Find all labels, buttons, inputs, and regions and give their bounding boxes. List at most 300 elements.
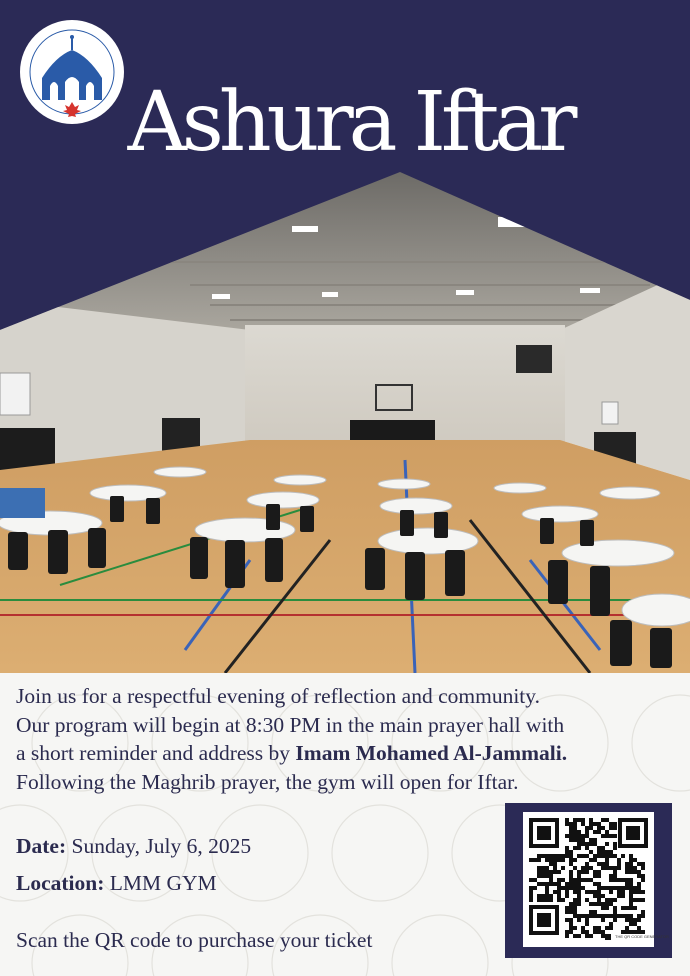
qr-module: [597, 830, 601, 834]
qr-module: [585, 918, 589, 922]
qr-code[interactable]: [523, 812, 669, 947]
qr-module: [625, 882, 629, 886]
qr-module: [585, 870, 589, 874]
qr-module: [597, 894, 601, 898]
qr-module: [585, 934, 589, 938]
qr-module: [585, 890, 589, 894]
qr-module: [637, 886, 641, 890]
qr-module: [537, 882, 541, 886]
qr-module: [589, 850, 593, 854]
qr-module: [613, 918, 617, 922]
qr-module: [605, 858, 609, 862]
qr-module: [597, 926, 601, 930]
qr-module: [601, 834, 605, 838]
qr-module: [529, 894, 533, 898]
qr-module: [585, 930, 589, 934]
qr-module: [589, 890, 593, 894]
scan-instruction: Scan the QR code to purchase your ticket: [16, 928, 373, 952]
qr-module: [617, 858, 621, 862]
qr-module: [597, 826, 601, 830]
qr-module: [593, 838, 597, 842]
qr-module: [589, 842, 593, 846]
qr-module: [589, 866, 593, 870]
qr-module: [561, 866, 565, 870]
qr-module: [589, 818, 593, 822]
qr-module: [557, 890, 561, 894]
qr-module: [573, 834, 577, 838]
qr-module: [609, 834, 613, 838]
event-location: [16, 871, 217, 896]
qr-module: [637, 862, 641, 866]
qr-module: [605, 818, 609, 822]
qr-module: [573, 886, 577, 890]
qr-module: [633, 870, 637, 874]
qr-module: [625, 870, 629, 874]
qr-module: [601, 930, 605, 934]
qr-module: [577, 846, 581, 850]
qr-module: [593, 822, 597, 826]
qr-module: [529, 886, 533, 890]
qr-module: [621, 886, 625, 890]
qr-module: [565, 934, 569, 938]
qr-module: [585, 866, 589, 870]
qr-module: [601, 906, 605, 910]
qr-module: [633, 866, 637, 870]
qr-module: [573, 882, 577, 886]
qr-module: [557, 886, 561, 890]
qr-module: [565, 894, 569, 898]
qr-module: [633, 858, 637, 862]
qr-module: [585, 826, 589, 830]
qr-module: [565, 882, 569, 886]
qr-module: [545, 898, 549, 902]
qr-module: [617, 862, 621, 866]
qr-module: [601, 818, 605, 822]
description-line-1: Join us for a respectful evening of reflection and community.: [16, 684, 540, 708]
qr-module: [609, 886, 613, 890]
qr-module: [629, 902, 633, 906]
qr-module: [529, 878, 533, 882]
qr-module: [557, 858, 561, 862]
qr-module: [633, 898, 637, 902]
qr-module: [613, 914, 617, 918]
qr-module: [549, 874, 553, 878]
qr-module: [529, 890, 533, 894]
qr-module: [593, 902, 597, 906]
qr-module: [573, 822, 577, 826]
qr-module: [573, 890, 577, 894]
qr-module: [581, 878, 585, 882]
qr-module: [585, 846, 589, 850]
qr-module: [617, 878, 621, 882]
qr-module: [621, 854, 625, 858]
qr-module: [589, 838, 593, 842]
qr-code-graphic: [523, 812, 669, 947]
qr-module: [629, 922, 633, 926]
qr-module: [557, 878, 561, 882]
qr-module: [549, 898, 553, 902]
qr-module: [573, 926, 577, 930]
qr-module: [597, 850, 601, 854]
description-line-3-text: a short reminder and address by: [16, 741, 296, 765]
qr-module: [537, 874, 541, 878]
qr-module: [573, 906, 577, 910]
qr-module: [577, 934, 581, 938]
qr-module: [581, 914, 585, 918]
qr-module: [629, 862, 633, 866]
qr-module: [629, 886, 633, 890]
qr-module: [593, 858, 597, 862]
qr-module: [597, 890, 601, 894]
qr-module: [565, 822, 569, 826]
qr-module: [569, 834, 573, 838]
qr-module: [569, 910, 573, 914]
qr-module: [625, 926, 629, 930]
qr-module: [605, 854, 609, 858]
qr-module: [637, 890, 641, 894]
qr-module: [641, 878, 645, 882]
qr-module: [629, 882, 633, 886]
qr-module: [629, 858, 633, 862]
qr-module: [601, 826, 605, 830]
qr-module: [593, 854, 597, 858]
qr-module: [553, 858, 557, 862]
qr-module: [581, 822, 585, 826]
qr-module: [577, 854, 581, 858]
qr-module: [553, 890, 557, 894]
qr-module: [557, 898, 561, 902]
qr-module: [569, 906, 573, 910]
qr-module: [629, 878, 633, 882]
qr-module: [617, 866, 621, 870]
qr-module: [585, 922, 589, 926]
qr-module: [589, 902, 593, 906]
date-value: Sunday, July 6, 2025: [71, 834, 252, 858]
qr-module: [557, 882, 561, 886]
qr-module: [637, 914, 641, 918]
qr-module: [581, 930, 585, 934]
qr-module: [613, 866, 617, 870]
location-value: LMM GYM: [109, 871, 217, 895]
qr-module: [537, 894, 541, 898]
qr-module: [641, 914, 645, 918]
qr-module: [597, 862, 601, 866]
qr-module: [597, 846, 601, 850]
qr-module: [589, 822, 593, 826]
qr-module: [637, 874, 641, 878]
qr-module: [569, 878, 573, 882]
qr-module: [573, 846, 577, 850]
qr-module: [533, 878, 537, 882]
qr-module: [641, 910, 645, 914]
qr-module: [549, 854, 553, 858]
qr-module: [549, 858, 553, 862]
qr-module: [541, 866, 545, 870]
qr-module: [561, 858, 565, 862]
qr-module: [609, 898, 613, 902]
qr-module: [569, 930, 573, 934]
qr-module: [565, 890, 569, 894]
qr-module: [545, 894, 549, 898]
qr-module: [641, 862, 645, 866]
qr-module: [565, 854, 569, 858]
qr-module: [537, 854, 541, 858]
qr-module: [565, 910, 569, 914]
qr-module: [617, 914, 621, 918]
qr-module: [609, 822, 613, 826]
qr-module: [569, 838, 573, 842]
qr-module: [589, 858, 593, 862]
qr-module: [625, 906, 629, 910]
qr-module: [577, 890, 581, 894]
qr-module: [641, 874, 645, 878]
qr-module: [569, 858, 573, 862]
qr-module: [593, 874, 597, 878]
qr-module: [605, 886, 609, 890]
qr-module: [569, 826, 573, 830]
qr-module: [597, 902, 601, 906]
qr-module: [629, 906, 633, 910]
qr-module: [637, 882, 641, 886]
qr-module: [557, 870, 561, 874]
qr-module: [545, 854, 549, 858]
qr-module: [589, 878, 593, 882]
qr-module: [541, 898, 545, 902]
qr-module: [625, 914, 629, 918]
qr-module: [577, 830, 581, 834]
qr-module: [577, 834, 581, 838]
qr-module: [569, 918, 573, 922]
qr-module: [629, 898, 633, 902]
qr-module: [629, 894, 633, 898]
qr-module: [529, 898, 533, 902]
qr-module: [581, 886, 585, 890]
qr-module: [589, 934, 593, 938]
qr-module: [621, 894, 625, 898]
qr-module: [637, 898, 641, 902]
qr-module: [605, 842, 609, 846]
qr-module: [585, 914, 589, 918]
description-line-3: [16, 739, 686, 768]
qr-module: [569, 822, 573, 826]
qr-module: [545, 866, 549, 870]
speaker-name: Imam Mohamed Al-Jammali.: [295, 741, 568, 765]
qr-module: [565, 906, 569, 910]
qr-module: [601, 854, 605, 858]
qr-module: [585, 842, 589, 846]
qr-module: [605, 830, 609, 834]
qr-module: [609, 854, 613, 858]
qr-module: [593, 842, 597, 846]
qr-module: [529, 858, 533, 862]
qr-module: [585, 854, 589, 858]
qr-module: [605, 834, 609, 838]
qr-module: [569, 870, 573, 874]
qr-module: [609, 926, 613, 930]
qr-module: [553, 866, 557, 870]
description-line-2: Our program will begin at 8:30 PM in the main prayer hall with: [16, 712, 565, 737]
qr-module: [585, 862, 589, 866]
qr-module: [537, 870, 541, 874]
qr-module: [609, 902, 613, 906]
description-line-4: Following the Maghrib prayer, the gym will open for Iftar.: [16, 769, 519, 794]
qr-module: [597, 886, 601, 890]
qr-module: [545, 870, 549, 874]
qr-module: [537, 898, 541, 902]
qr-module: [593, 910, 597, 914]
qr-module: [581, 926, 585, 930]
qr-module: [541, 882, 545, 886]
qr-module: [609, 866, 613, 870]
qr-module: [565, 886, 569, 890]
qr-module: [573, 826, 577, 830]
qr-module: [577, 914, 581, 918]
qr-module: [573, 902, 577, 906]
qr-module: [565, 918, 569, 922]
qr-module: [617, 894, 621, 898]
qr-module: [577, 882, 581, 886]
qr-module: [565, 834, 569, 838]
qr-module: [625, 878, 629, 882]
qr-module: [577, 902, 581, 906]
qr-module: [573, 934, 577, 938]
qr-module: [577, 886, 581, 890]
qr-module: [565, 846, 569, 850]
qr-module: [633, 922, 637, 926]
qr-module: [629, 854, 633, 858]
event-title: Ashura Iftar: [127, 75, 573, 170]
qr-module: [569, 926, 573, 930]
qr-module: [585, 834, 589, 838]
qr-module: [589, 826, 593, 830]
qr-module: [589, 910, 593, 914]
qr-module: [601, 866, 605, 870]
qr-module: [545, 890, 549, 894]
qr-module: [609, 826, 613, 830]
qr-module: [569, 922, 573, 926]
qr-module: [553, 870, 557, 874]
qr-module: [577, 878, 581, 882]
qr-module: [629, 890, 633, 894]
qr-module: [561, 878, 565, 882]
qr-module: [573, 878, 577, 882]
qr-module: [609, 890, 613, 894]
qr-module: [549, 870, 553, 874]
qr-module: [569, 830, 573, 834]
qr-module: [625, 886, 629, 890]
qr-module: [633, 890, 637, 894]
qr-module: [613, 898, 617, 902]
qr-module: [601, 914, 605, 918]
qr-module: [609, 850, 613, 854]
qr-module: [641, 898, 645, 902]
location-label: Location:: [16, 871, 105, 895]
qr-module: [613, 846, 617, 850]
qr-module: [613, 870, 617, 874]
qr-module: [577, 874, 581, 878]
qr-module: [581, 838, 585, 842]
qr-module: [581, 866, 585, 870]
qr-module: [541, 894, 545, 898]
qr-module: [597, 914, 601, 918]
qr-module: [605, 902, 609, 906]
qr-module: [613, 834, 617, 838]
qr-module: [621, 878, 625, 882]
date-label: Date:: [16, 834, 67, 858]
qr-module: [581, 870, 585, 874]
qr-module: [569, 882, 573, 886]
qr-module: [633, 886, 637, 890]
qr-module: [573, 914, 577, 918]
qr-module: [569, 874, 573, 878]
qr-module: [541, 874, 545, 878]
qr-module: [625, 866, 629, 870]
qr-module: [593, 890, 597, 894]
qr-module: [601, 934, 605, 938]
qr-module: [625, 918, 629, 922]
qr-module: [613, 910, 617, 914]
qr-module: [553, 854, 557, 858]
qr-module: [565, 850, 569, 854]
qr-module: [573, 910, 577, 914]
qr-module: [533, 858, 537, 862]
qr-module: [633, 918, 637, 922]
qr-module: [541, 854, 545, 858]
qr-module: [609, 914, 613, 918]
qr-module: [561, 854, 565, 858]
qr-module: [593, 882, 597, 886]
qr-module: [613, 842, 617, 846]
qr-code-frame[interactable]: [505, 803, 672, 958]
qr-module: [545, 886, 549, 890]
qr-module: [637, 926, 641, 930]
qr-module: [597, 870, 601, 874]
qr-module: [549, 862, 553, 866]
qr-module: [641, 866, 645, 870]
qr-module: [601, 850, 605, 854]
qr-module: [561, 898, 565, 902]
qr-module: [621, 890, 625, 894]
qr-module: [557, 854, 561, 858]
qr-module: [605, 906, 609, 910]
qr-module: [605, 914, 609, 918]
qr-module: [569, 854, 573, 858]
qr-module: [601, 902, 605, 906]
qr-module: [593, 914, 597, 918]
qr-module: [617, 890, 621, 894]
qr-module: [533, 886, 537, 890]
qr-module: [593, 894, 597, 898]
qr-module: [629, 914, 633, 918]
qr-module: [621, 914, 625, 918]
qr-module: [613, 874, 617, 878]
qr-module: [565, 818, 569, 822]
qr-module: [585, 830, 589, 834]
qr-module: [609, 922, 613, 926]
qr-module: [621, 906, 625, 910]
qr-module: [613, 854, 617, 858]
qr-caption: THE QR CODE GENERATOR: [615, 934, 669, 939]
qr-module: [573, 898, 577, 902]
qr-module: [597, 822, 601, 826]
qr-module: [569, 886, 573, 890]
qr-module: [549, 878, 553, 882]
qr-module: [629, 866, 633, 870]
qr-module: [537, 858, 541, 862]
qr-module: [629, 918, 633, 922]
qr-module: [601, 886, 605, 890]
qr-module: [577, 842, 581, 846]
